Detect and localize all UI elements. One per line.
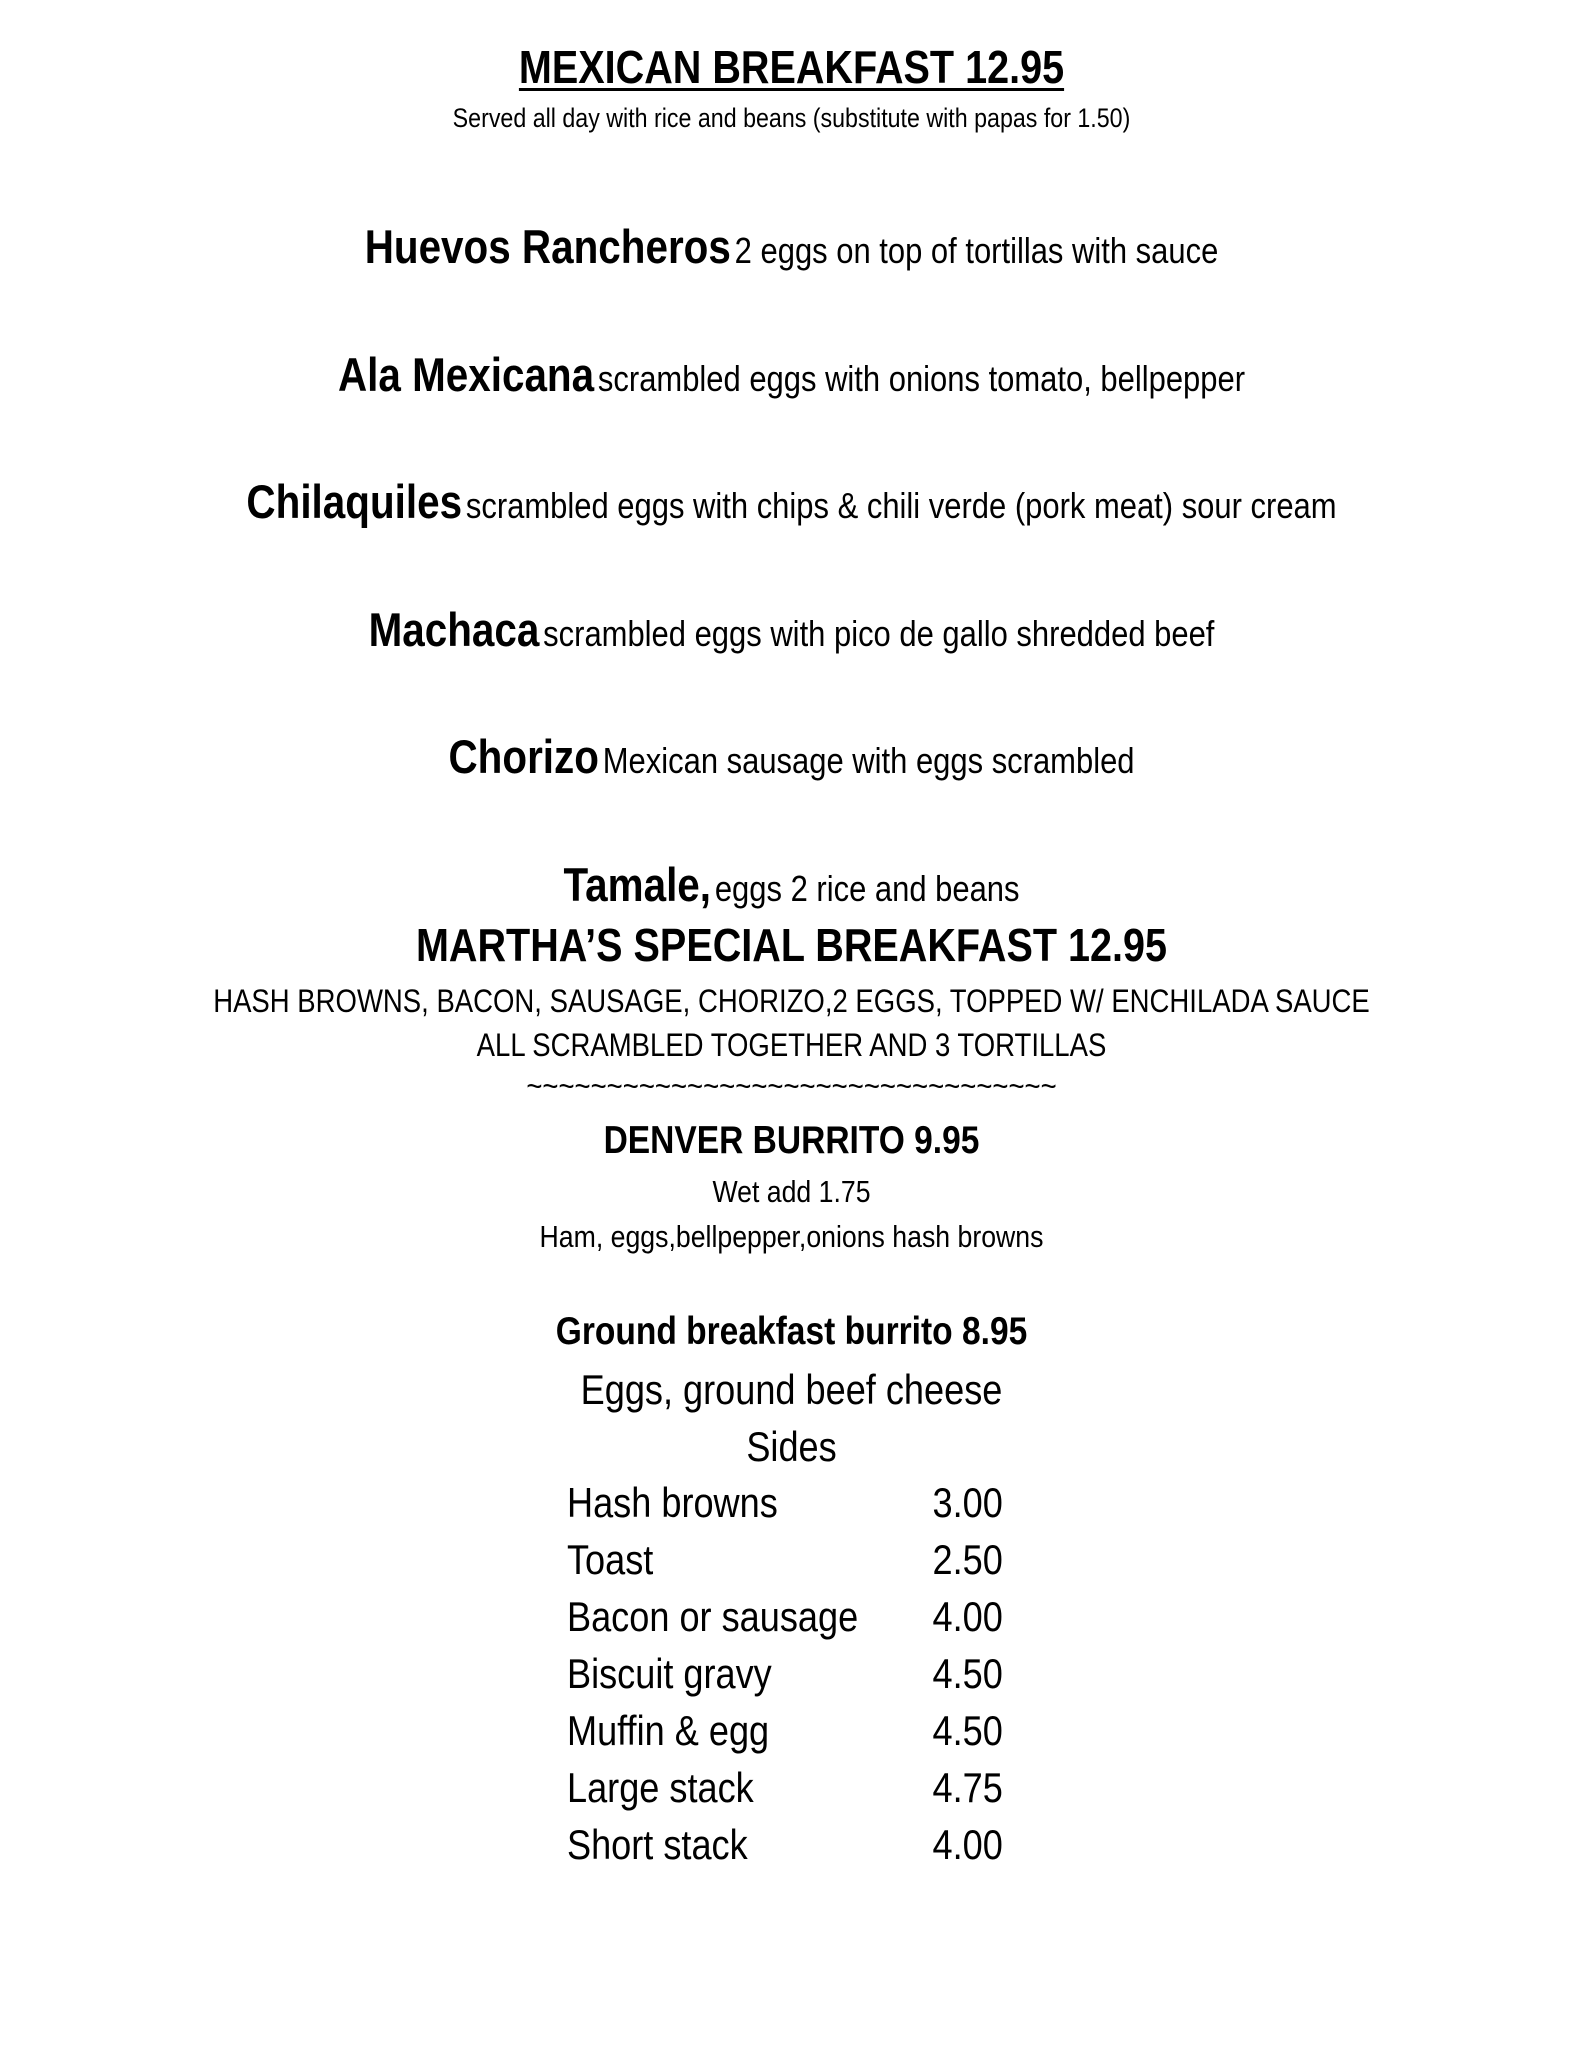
denver-burrito-wet: Wet add 1.75 [712, 1174, 871, 1209]
list-item [567, 1593, 1003, 1650]
item-name: Machaca [368, 603, 540, 656]
marthas-special-line-1: HASH BROWNS, BACON, SAUSAGE, CHORIZO,2 EGGS, TOPPED W/ ENCHILADA SAUCE [213, 983, 1370, 1019]
side-name: Large stack [567, 1764, 754, 1811]
item-description: eggs 2 rice and beans [714, 868, 1020, 909]
mexican-breakfast-subtitle: Served all day with rice and beans (substitute with papas for 1.50) [452, 103, 1131, 133]
list-item [567, 1821, 1003, 1878]
item-name: Huevos Rancheros [364, 220, 731, 273]
side-name: Hash browns [567, 1479, 778, 1526]
marthas-special-title: MARTHA’S SPECIAL BREAKFAST 12.95 [415, 919, 1168, 971]
side-name: Biscuit gravy [567, 1650, 772, 1697]
menu-item [111, 347, 1472, 402]
menu-item [111, 219, 1472, 274]
denver-burrito-description: Ham, eggs,bellpepper,onions hash browns [539, 1219, 1044, 1254]
list-item [567, 1536, 1003, 1593]
denver-burrito-title: DENVER BURRITO 9.95 [603, 1119, 980, 1162]
ground-burrito-title: Ground breakfast burrito 8.95 [555, 1310, 1028, 1353]
side-price: 2.50 [932, 1536, 1003, 1583]
mexican-breakfast-title: MEXICAN BREAKFAST 12.95 [518, 41, 1065, 93]
item-description: scrambled eggs with pico de gallo shredded beef [543, 613, 1215, 654]
item-description: scrambled eggs with chips & chili verde (pork meat) sour cream [465, 485, 1337, 526]
item-name: Tamale, [563, 858, 712, 911]
side-name: Toast [567, 1536, 654, 1583]
side-price: 3.00 [932, 1479, 1003, 1526]
side-price: 4.00 [932, 1821, 1003, 1868]
list-item [567, 1764, 1003, 1821]
side-name: Short stack [567, 1821, 748, 1868]
side-name: Muffin & egg [567, 1707, 770, 1754]
sides-title: Sides [746, 1423, 837, 1470]
item-name: Chilaquiles [246, 475, 463, 528]
item-description: Mexican sausage with eggs scrambled [602, 740, 1135, 781]
side-name: Bacon or sausage [567, 1593, 859, 1640]
list-item [567, 1479, 1003, 1536]
list-item [567, 1707, 1003, 1764]
menu-item [111, 857, 1472, 912]
side-price: 4.50 [932, 1707, 1003, 1754]
side-price: 4.00 [932, 1593, 1003, 1640]
side-price: 4.50 [932, 1650, 1003, 1697]
item-description: scrambled eggs with onions tomato, bellpepper [597, 358, 1246, 399]
menu-item [111, 474, 1472, 529]
list-item [567, 1650, 1003, 1707]
divider: ~~~~~~~~~~~~~~~~~~~~~~~~~~~~~~~~~ [526, 1068, 1057, 1104]
menu-item [111, 602, 1472, 657]
item-name: Ala Mexicana [337, 348, 595, 401]
menu-item [111, 729, 1472, 784]
marthas-special-line-2: ALL SCRAMBLED TOGETHER AND 3 TORTILLAS [476, 1027, 1107, 1063]
item-description: 2 eggs on top of tortillas with sauce [734, 230, 1219, 271]
ground-burrito-description: Eggs, ground beef cheese [580, 1366, 1003, 1413]
side-price: 4.75 [932, 1764, 1003, 1811]
item-name: Chorizo [448, 730, 599, 783]
